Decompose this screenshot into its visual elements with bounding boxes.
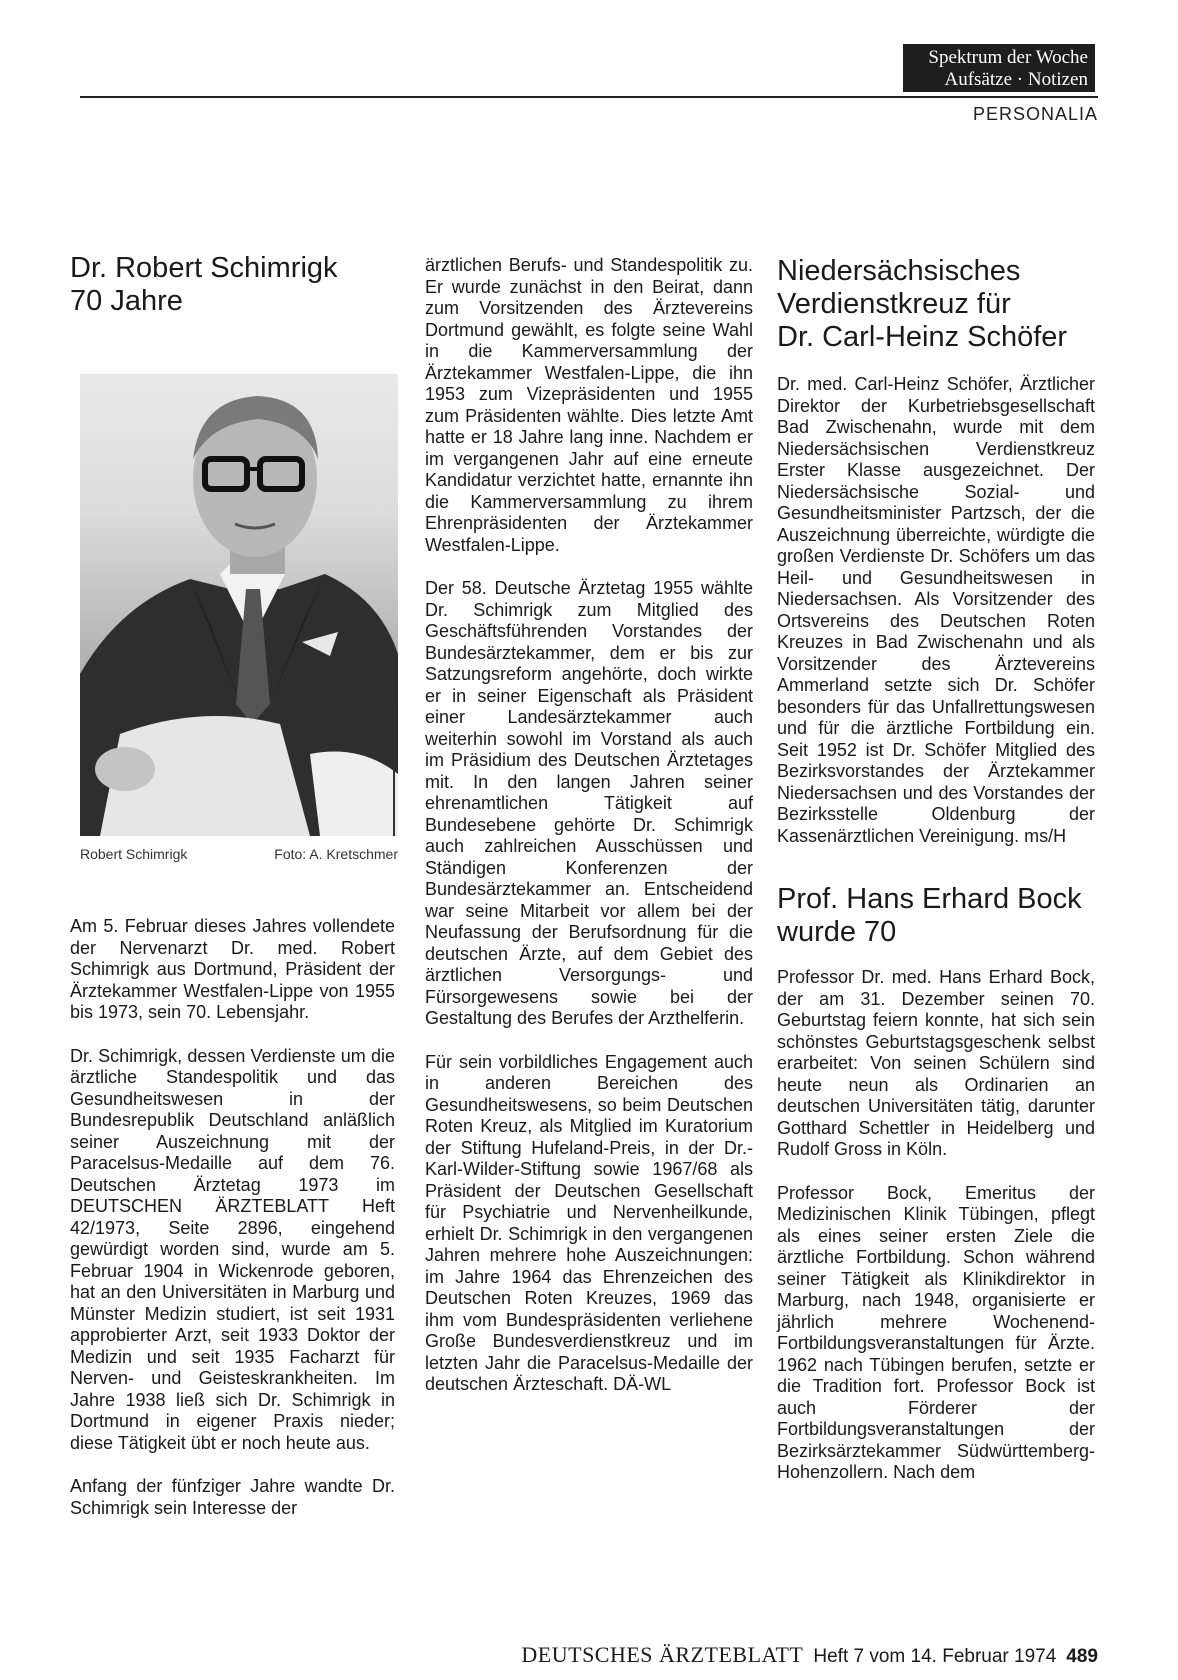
article1-paragraph-6: Für sein vorbildliches Engagement auch in anderen Bereichen des Gesundheitswesens, so beim Deutschen Roten Kreuz, als Mitglied im Kuratorium der Stiftung Hufeland-Preis, in der Dr.-Karl-Wilder-Stiftung sowie 1967/68 als Präsident der Deutschen Gesellschaft für Psychiatrie und Nervenheilkunde, erhielt Dr. Schimrigk in den vergangenen Jahren mehrere hohe Auszeichnungen: im Jahre 1964 das Ehrenzeichen des Deutschen Roten Kreuzes, 1969 das ihm vom Bundespräsidenten verliehene Große Bundesverdienstkreuz und im letzten Jahr die Paracelsus-Medaille der deutschen Ärzteschaft. DÄ-WL bbox=[425, 1051, 753, 1394]
article3-headline-line-1: Prof. Hans Erhard Bock bbox=[777, 883, 1082, 915]
article2-paragraph-1: Dr. med. Carl-Heinz Schöfer, Ärztlicher Direktor der Kurbetriebsgesellschaft Bad Zwischenahn, wurde mit dem Niedersächsischen Verdienstkreuz Erster Klasse ausgezeichnet. Der Niedersächsische Sozial- und Gesundheitsminister Partzsch, der die Auszeichnung überreichte, würdigte die großen Verdienste Dr. Schöfers um das Heil- und Gesundheitswesen in Niedersachsen. Als Vorsitzender des Ortsvereins des Deutschen Roten Kreuzes in Bad Zwischenahn und als Vorsitzender des Ärztevereins Ammerland setzte sich Dr. Schöfer besonders für das Unfallrettungswesen und für die ärztliche Fortbildung ein. Seit 1952 ist Dr. Schöfer Mitglied des Bezirksvorstandes der Ärztekammer Niedersachsen und des Vorstandes der Bezirksstelle Oldenburg der Kassenärztlichen Vereinigung. ms/H bbox=[777, 374, 1095, 846]
article1-paragraph-4: ärztlichen Berufs- und Standespolitik zu. Er wurde zunächst in den Beirat, dann zum Vorsitzenden des Ärztevereins Dortmund gewählt, es folgte seine Wahl in die Kammerversammlung der Ärztekammer Westfalen-Lippe, die ihn 1953 zum Vizepräsidenten und 1955 zum Präsidenten wählte. Dies letzte Amt hatte er 18 Jahre lang inne. Nachdem er im vergangenen Jahr auf eine erneute Kandidatur verzichtet hatte, ernannte ihn die Kammerversammlung zu ihrem Ehrenpräsidenten der Ärztekammer Westfalen-Lippe. bbox=[425, 255, 753, 555]
section-badge bbox=[903, 44, 1095, 92]
article1-column-1-body bbox=[70, 916, 395, 1541]
article3-paragraph-2: Professor Bock, Emeritus der Medizinischen Klinik Tübingen, pflegt als eines seiner ersten Ziele die ärztliche Fortbildung. Schon während seiner Tätigkeit als Klinikdirektor in Marburg, nach 1948, organisierte er jährlich mehrere Wochenend-Fortbildungsveranstaltungen für Ärzte. 1962 nach Tübingen berufen, setzte er die Tradition fort. Professor Bock ist auch Förderer der Fortbildungsveranstaltungen der Bezirksärztekammer Südwürttemberg-Hohenzollern. Nach dem bbox=[777, 1182, 1095, 1482]
article1-paragraph-1: Am 5. Februar dieses Jahres vollendete der Nervenarzt Dr. med. Robert Schimrigk aus Dortmund, Präsident der Ärztekammer Westfalen-Lippe von 1955 bis 1973, sein 70. Lebensjahr. bbox=[70, 916, 395, 1022]
issue-info: Heft 7 vom 14. Februar 1974 bbox=[813, 1646, 1057, 1667]
article3-headline bbox=[777, 883, 1095, 949]
header-rule bbox=[80, 96, 1098, 98]
article1-headline bbox=[70, 252, 395, 318]
article1-headline-line-2: 70 Jahre bbox=[70, 285, 183, 317]
article1-paragraph-5: Der 58. Deutsche Ärztetag 1955 wählte Dr. Schimrigk zum Mitglied des Geschäftsführenden Vorstandes der Bundesärztekammer, dem er bis zur Satzungsreform angehörte, doch wirkte er in seiner Eigenschaft als Präsident einer Landesärztekammer auch weiterhin sowohl im Vorstand als auch im Präsidium des Deutschen Ärztetages mit. In den langen Jahren seiner ehrenamtlichen Tätigkeit auf Bundesebene gehörte Dr. Schimrigk auch zahlreichen Ausschüssen und Ständigen Konferenzen der Bundesärztekammer an. Entscheidend war seine Mitarbeit vor allem bei der Neufassung der Berufsordnung für die deutschen Ärzte, auf dem Gebiet des ärztlichen Versorgungs- und Fürsorgewesens sowie bei der Gestaltung des Berufes der Arzthelferin. bbox=[425, 578, 753, 1028]
page-footer bbox=[428, 1642, 1098, 1668]
article2-headline bbox=[777, 255, 1095, 354]
article3-headline-line-2: wurde 70 bbox=[777, 916, 897, 948]
article1-column-2-body bbox=[425, 255, 753, 1418]
section-label: PERSONALIA bbox=[972, 104, 1098, 124]
badge-line-1: Spektrum der Woche bbox=[928, 47, 1088, 68]
article1-headline-block bbox=[70, 252, 395, 318]
page-number: 489 bbox=[1066, 1646, 1098, 1667]
article3-paragraph-1: Professor Dr. med. Hans Erhard Bock, der am 31. Dezember seinen 70. Geburtstag feiern konnte, hat sich sein schönstes Geburtstagsgeschenk selbst erarbeitet: Von seinen Schülern sind heute neun als Ordinarien an deutschen Universitäten tätig, darunter Gotthard Schettler in Heidelberg und Rudolf Gross in Köln. bbox=[777, 967, 1095, 1159]
column-3 bbox=[777, 255, 1095, 1506]
article2-headline-line-1: Niedersächsisches bbox=[777, 255, 1021, 287]
article1-headline-line-1: Dr. Robert Schimrigk bbox=[70, 252, 338, 284]
article2-headline-line-2: Verdienstkreuz für bbox=[777, 288, 1011, 320]
article1-paragraph-2: Dr. Schimrigk, dessen Verdienste um die ärztliche Standespolitik und das Gesundheitswesen in der Bundesrepublik Deutschland anläßlich seiner Auszeichnung mit der Paracelsus-Medaille auf dem 76. Deutschen Ärztetag 1973 im DEUTSCHEN ÄRZTEBLATT Heft 42/1973, Seite 2896, eingehend gewürdigt worden sind, wurde am 5. Februar 1904 in Wickenrode geboren, hat an den Universitäten in Marburg und Münster Medizin studiert, ist seit 1931 approbierter Arzt, seit 1933 Doktor der Medizin und seit 1935 Facharzt für Nerven- und Geisteskrankheiten. Im Jahre 1938 ließ sich Dr. Schimrigk in Dortmund in eigener Praxis nieder; diese Tätigkeit übt er noch heute aus. bbox=[70, 1045, 395, 1453]
journal-name: DEUTSCHES ÄRZTEBLATT bbox=[521, 1642, 804, 1667]
photo-credit: Foto: A. Kretschmer bbox=[274, 846, 398, 862]
article1-paragraph-3: Anfang der fünfziger Jahre wandte Dr. Schimrigk sein Interesse der bbox=[70, 1476, 395, 1518]
portrait-photo bbox=[80, 374, 398, 836]
photo-caption bbox=[80, 846, 398, 862]
photo-caption-name: Robert Schimrigk bbox=[80, 846, 188, 862]
badge-line-2: Aufsätze · Notizen bbox=[944, 69, 1088, 90]
article2-headline-line-3: Dr. Carl-Heinz Schöfer bbox=[777, 321, 1068, 353]
